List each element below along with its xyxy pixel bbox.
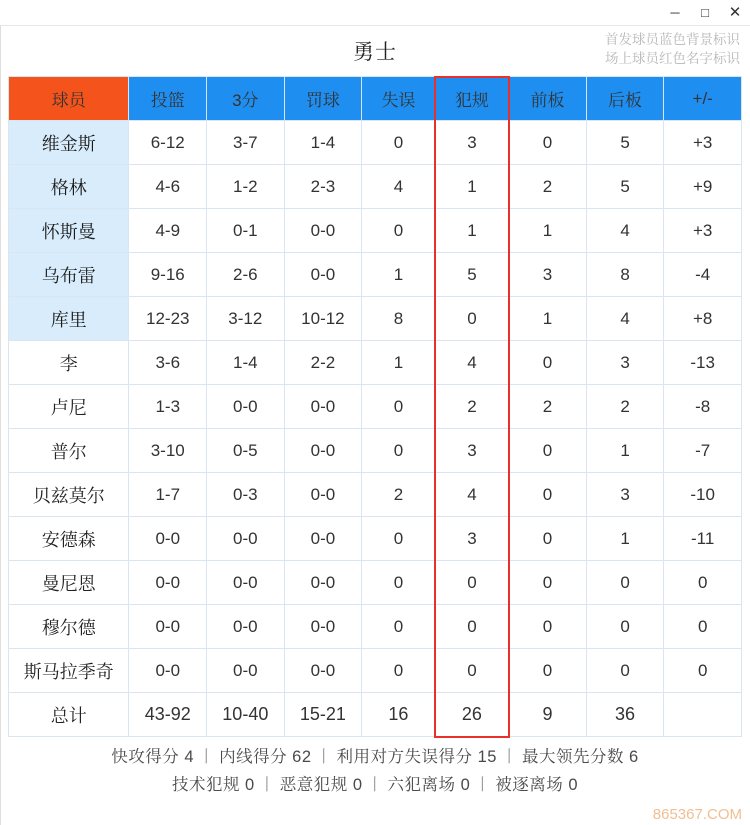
stat-fouls: 0: [435, 649, 509, 693]
stat-turnovers: 1: [362, 253, 436, 297]
stat-plusminus: 0: [664, 561, 742, 605]
stat-dreb: 3: [586, 341, 664, 385]
stat-plusminus: -11: [664, 517, 742, 561]
stat-3p: 2-6: [207, 253, 285, 297]
player-name-cell[interactable]: [9, 297, 129, 341]
player-name-cell[interactable]: [9, 121, 129, 165]
stat-3p: 3-12: [207, 297, 285, 341]
note-separator: 丨: [198, 748, 216, 766]
player-name: 卢尼: [50, 397, 87, 418]
column-header-ft[interactable]: 罚球: [284, 77, 362, 121]
stat-ft: 0-0: [284, 517, 362, 561]
column-header-turnovers[interactable]: 失误: [362, 77, 436, 121]
table-row[interactable]: [9, 341, 742, 385]
stat-fg: 6-12: [129, 121, 207, 165]
stat-turnovers: 2: [362, 473, 436, 517]
stat-ft: 0-0: [284, 561, 362, 605]
note-separator: 丨: [366, 776, 384, 794]
stat-oreb: 0: [509, 561, 587, 605]
stat-3p: 0-0: [207, 517, 285, 561]
stat-ft: 0-0: [284, 253, 362, 297]
total-turnovers: 16: [362, 693, 436, 737]
stat-fouls: 1: [435, 165, 509, 209]
player-name: 乌布雷: [41, 265, 96, 286]
stat-ft: 0-0: [284, 473, 362, 517]
stat-dreb: 8: [586, 253, 664, 297]
note-item: 最大领先分数 6: [521, 748, 639, 766]
table-total-row: [9, 693, 742, 737]
stat-fouls: 0: [435, 605, 509, 649]
stat-turnovers: 0: [362, 561, 436, 605]
note-separator: 丨: [474, 776, 492, 794]
player-name-cell[interactable]: [9, 517, 129, 561]
stat-dreb: 3: [586, 473, 664, 517]
stat-fouls: 4: [435, 473, 509, 517]
stat-fg: 12-23: [129, 297, 207, 341]
stat-fouls: 3: [435, 429, 509, 473]
player-name-cell[interactable]: [9, 209, 129, 253]
stat-ft: 0-0: [284, 605, 362, 649]
stat-fouls: 3: [435, 517, 509, 561]
window-edge-right: [746, 26, 750, 825]
note-item: 快攻得分 4: [111, 748, 195, 766]
stat-3p: 1-2: [207, 165, 285, 209]
stat-oreb: 2: [509, 165, 587, 209]
stat-3p: 0-5: [207, 429, 285, 473]
note-item: 技术犯规 0: [171, 776, 255, 794]
player-name: 曼尼恩: [41, 573, 96, 594]
stat-3p: 0-3: [207, 473, 285, 517]
window-titlebar: [0, 0, 750, 26]
table-row[interactable]: [9, 297, 742, 341]
stat-oreb: 2: [509, 385, 587, 429]
note-item: 恶意犯规 0: [279, 776, 363, 794]
note-separator: 丨: [258, 776, 276, 794]
stat-fg: 0-0: [129, 561, 207, 605]
player-name: 斯马拉季奇: [23, 661, 114, 682]
legend-line-oncourt: 场上球员红色名字标识: [605, 51, 740, 66]
stat-turnovers: 1: [362, 341, 436, 385]
stat-plusminus: -8: [664, 385, 742, 429]
player-name-cell[interactable]: [9, 561, 129, 605]
stat-ft: 0-0: [284, 649, 362, 693]
stat-fouls: 4: [435, 341, 509, 385]
stat-fouls: 1: [435, 209, 509, 253]
stat-oreb: 1: [509, 209, 587, 253]
stat-dreb: 0: [586, 649, 664, 693]
stat-3p: 0-0: [207, 649, 285, 693]
team-notes-line-1: [0, 743, 750, 771]
stat-fg: 3-6: [129, 341, 207, 385]
stat-fg: 0-0: [129, 517, 207, 561]
stat-3p: 1-4: [207, 341, 285, 385]
player-name-cell[interactable]: [9, 605, 129, 649]
stat-3p: 0-0: [207, 561, 285, 605]
stat-turnovers: 0: [362, 385, 436, 429]
maximize-button[interactable]: □: [701, 5, 709, 20]
stat-turnovers: 0: [362, 209, 436, 253]
stat-dreb: 1: [586, 429, 664, 473]
stat-fg: 4-9: [129, 209, 207, 253]
legend-line-starters: 首发球员蓝色背景标识: [605, 32, 740, 47]
team-notes: [0, 743, 750, 799]
stat-ft: 1-4: [284, 121, 362, 165]
table-row[interactable]: [9, 517, 742, 561]
stat-3p: 0-0: [207, 385, 285, 429]
player-name-cell[interactable]: [9, 649, 129, 693]
table-header-row: [9, 77, 742, 121]
column-header-plusminus[interactable]: +/-: [664, 77, 742, 121]
note-item: 利用对方失误得分 15: [336, 748, 497, 766]
player-name-cell[interactable]: [9, 165, 129, 209]
total-oreb: 9: [509, 693, 587, 737]
stat-fouls: 3: [435, 121, 509, 165]
stat-turnovers: 0: [362, 517, 436, 561]
stat-3p: 3-7: [207, 121, 285, 165]
total-dreb: 36: [586, 693, 664, 737]
boxscore-table: [8, 76, 742, 737]
total-label: 总计: [9, 693, 129, 737]
stat-turnovers: 8: [362, 297, 436, 341]
table-body: [9, 121, 742, 737]
stat-turnovers: 4: [362, 165, 436, 209]
stat-fg: 0-0: [129, 605, 207, 649]
stat-dreb: 4: [586, 209, 664, 253]
stat-plusminus: 0: [664, 605, 742, 649]
stat-ft: 2-2: [284, 341, 362, 385]
stat-turnovers: 0: [362, 121, 436, 165]
player-name-cell[interactable]: [9, 429, 129, 473]
page-title: 勇士: [353, 41, 397, 64]
stat-plusminus: +8: [664, 297, 742, 341]
player-name: 怀斯曼: [41, 221, 96, 242]
stat-dreb: 5: [586, 121, 664, 165]
total-3p: 10-40: [207, 693, 285, 737]
total-fg: 43-92: [129, 693, 207, 737]
stat-plusminus: +3: [664, 121, 742, 165]
table-row[interactable]: [9, 385, 742, 429]
player-name: 格林: [50, 177, 87, 198]
stat-oreb: 0: [509, 605, 587, 649]
legend: [605, 30, 740, 68]
stat-oreb: 1: [509, 297, 587, 341]
total-plusminus: [664, 693, 742, 737]
boxscore-table-wrap: [8, 76, 742, 737]
table-row[interactable]: [9, 605, 742, 649]
stat-fg: 1-7: [129, 473, 207, 517]
table-row[interactable]: [9, 429, 742, 473]
stat-oreb: 0: [509, 649, 587, 693]
player-name-cell[interactable]: [9, 341, 129, 385]
minimize-button[interactable]: ─: [670, 5, 680, 20]
stat-fouls: 0: [435, 297, 509, 341]
player-name: 普尔: [50, 441, 87, 462]
column-header-player[interactable]: 球员: [9, 77, 129, 121]
stat-ft: 0-0: [284, 429, 362, 473]
stat-dreb: 0: [586, 561, 664, 605]
note-separator: 丨: [315, 748, 333, 766]
page-header: [0, 26, 750, 76]
stat-fg: 3-10: [129, 429, 207, 473]
boxscore-page: [0, 26, 750, 825]
column-header-dreb[interactable]: 后板: [586, 77, 664, 121]
player-name: 维金斯: [41, 133, 96, 154]
player-name: 穆尔德: [41, 617, 96, 638]
player-name: 库里: [50, 309, 87, 330]
stat-turnovers: 0: [362, 649, 436, 693]
stat-fg: 1-3: [129, 385, 207, 429]
column-header-fouls[interactable]: 犯规: [435, 77, 509, 121]
column-header-oreb[interactable]: 前板: [509, 77, 587, 121]
stat-plusminus: -4: [664, 253, 742, 297]
table-row[interactable]: [9, 165, 742, 209]
stat-oreb: 0: [509, 517, 587, 561]
column-header-fg[interactable]: 投篮: [129, 77, 207, 121]
column-header-3p[interactable]: 3分: [207, 77, 285, 121]
player-name-cell[interactable]: [9, 253, 129, 297]
player-name: 李: [59, 353, 78, 374]
table-row[interactable]: [9, 561, 742, 605]
stat-fouls: 5: [435, 253, 509, 297]
stat-dreb: 1: [586, 517, 664, 561]
player-name-cell[interactable]: [9, 385, 129, 429]
note-separator: 丨: [500, 748, 518, 766]
stat-dreb: 2: [586, 385, 664, 429]
stat-dreb: 0: [586, 605, 664, 649]
stat-3p: 0-1: [207, 209, 285, 253]
table-row[interactable]: [9, 209, 742, 253]
stat-plusminus: +9: [664, 165, 742, 209]
note-item: 六犯离场 0: [387, 776, 471, 794]
table-row[interactable]: [9, 121, 742, 165]
stat-3p: 0-0: [207, 605, 285, 649]
total-ft: 15-21: [284, 693, 362, 737]
stat-oreb: 3: [509, 253, 587, 297]
stat-ft: 0-0: [284, 209, 362, 253]
stat-fg: 0-0: [129, 649, 207, 693]
stat-plusminus: +3: [664, 209, 742, 253]
table-row[interactable]: [9, 649, 742, 693]
stat-oreb: 0: [509, 341, 587, 385]
stat-ft: 0-0: [284, 385, 362, 429]
stat-plusminus: -13: [664, 341, 742, 385]
player-name-cell[interactable]: [9, 473, 129, 517]
note-item: 被逐离场 0: [495, 776, 579, 794]
stat-plusminus: 0: [664, 649, 742, 693]
close-button[interactable]: ✕: [728, 4, 742, 21]
stat-plusminus: -7: [664, 429, 742, 473]
stat-oreb: 0: [509, 121, 587, 165]
stat-oreb: 0: [509, 429, 587, 473]
window-edge-left: [0, 26, 5, 825]
stat-ft: 10-12: [284, 297, 362, 341]
stat-fg: 4-6: [129, 165, 207, 209]
stat-fouls: 0: [435, 561, 509, 605]
table-row[interactable]: [9, 253, 742, 297]
stat-oreb: 0: [509, 473, 587, 517]
team-notes-line-2: [0, 771, 750, 799]
stat-dreb: 5: [586, 165, 664, 209]
player-name: 安德森: [41, 529, 96, 550]
stat-fg: 9-16: [129, 253, 207, 297]
table-row[interactable]: [9, 473, 742, 517]
stat-turnovers: 0: [362, 605, 436, 649]
total-fouls: 26: [435, 693, 509, 737]
stat-turnovers: 0: [362, 429, 436, 473]
stat-plusminus: -10: [664, 473, 742, 517]
watermark: 865367.COM: [652, 806, 742, 823]
note-item: 内线得分 62: [219, 748, 312, 766]
stat-fouls: 2: [435, 385, 509, 429]
stat-dreb: 4: [586, 297, 664, 341]
player-name: 贝兹莫尔: [32, 485, 105, 506]
stat-ft: 2-3: [284, 165, 362, 209]
